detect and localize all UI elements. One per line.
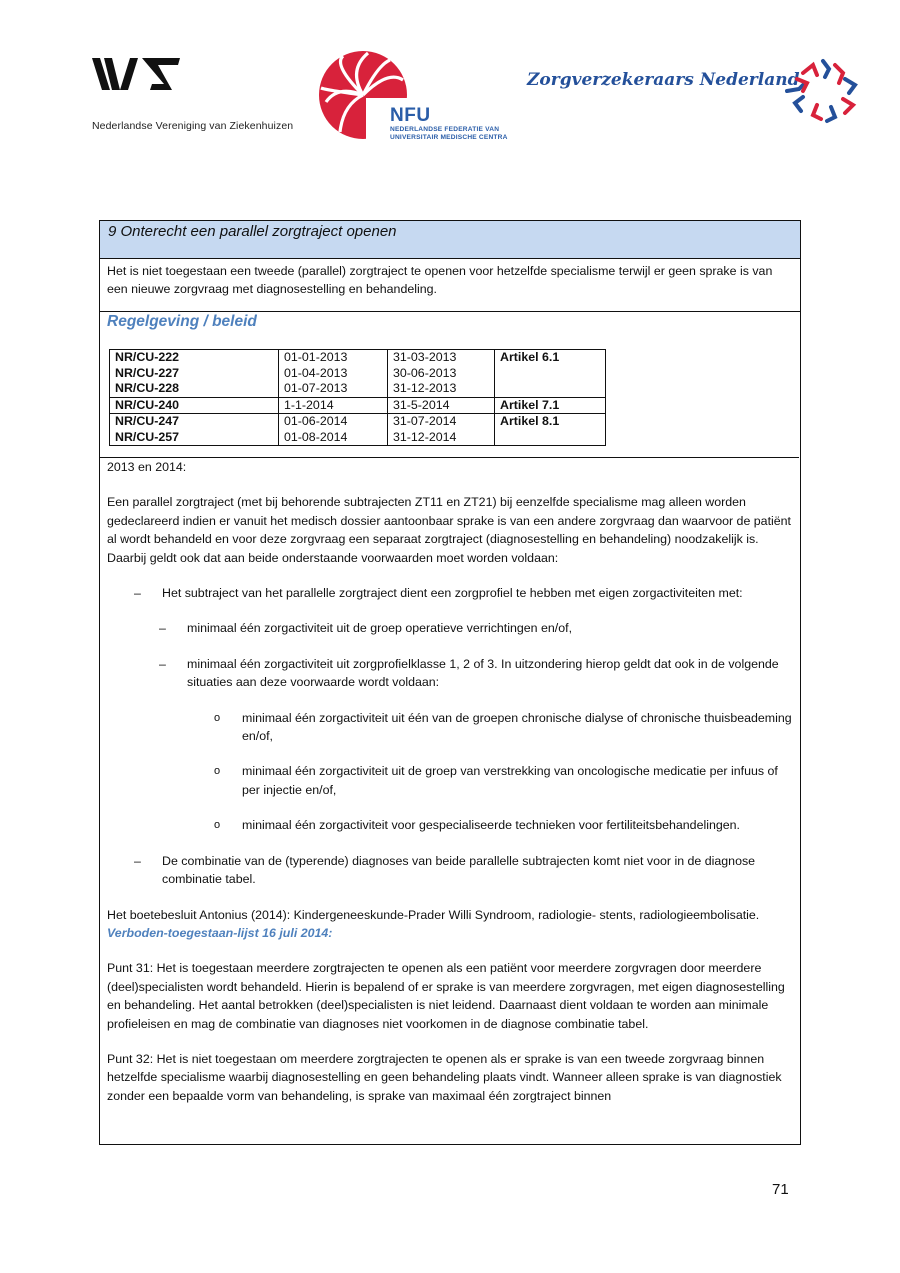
page-number: 71 <box>772 1181 789 1198</box>
table-cell-start <box>279 397 388 414</box>
start-date: 01-07-2013 <box>284 381 348 395</box>
end-date: 31-03-2013 <box>393 350 457 364</box>
list-item <box>107 852 792 889</box>
section-box <box>99 220 801 1145</box>
regulation-heading: Regelgeving / beleid <box>107 313 257 330</box>
list-item-text: minimaal één zorgactiviteit uit de groep operatieve verrichtingen en/of, <box>187 621 573 636</box>
nvz-logo-mark <box>92 58 182 90</box>
code: NR/CU-257 <box>115 429 180 444</box>
table-cell-end <box>388 414 495 446</box>
list-item-text: Het subtraject van het parallelle zorgtraject dient een zorgprofiel te hebben met eigen zorgactiviteiten met: <box>162 586 743 601</box>
table-cell-codes <box>110 350 279 398</box>
list-item <box>107 762 792 799</box>
table-row <box>110 350 606 398</box>
code: NR/CU-228 <box>115 381 180 395</box>
list-item-text: minimaal één zorgactiviteit uit de groep van verstrekking van oncologische medicatie per infuus of per injectie en/of, <box>242 764 778 797</box>
dash-bullet-icon: – <box>134 853 141 868</box>
table-cell-article: Artikel 7.1 <box>495 397 606 414</box>
paragraph-punt-32: Punt 32: Het is niet toegestaan om meerdere zorgtrajecten te openen als er sprake is van een tweede zorgvraag binnen hetzelfde specialisme waarbij diagnosestelling en geen behandeling plaats vindt. Wanneer alleen sprake is van diagnostiek zonder een bepaalde vorm van behandeling, is sprake van maximaal één zorgtraject binnen <box>107 1051 782 1103</box>
dash-bullet-icon: – <box>159 656 166 671</box>
table-cell-article: Artikel 6.1 <box>495 350 606 398</box>
zn-wordmark: Zorgverzekeraars Nederland <box>527 70 800 90</box>
list-item-text: minimaal één zorgactiviteit uit één van de groepen chronische dialyse of chronische thuisbeademing en/of, <box>242 710 792 744</box>
end-date: 31-12-2013 <box>393 381 457 395</box>
table-cell-article: Artikel 8.1 <box>495 414 606 446</box>
list-item <box>107 709 792 746</box>
section-title-row <box>100 221 800 259</box>
subheading-verboden-toegestaan: Verboden-toegestaan-lijst 16 juli 2014: <box>107 925 333 940</box>
start-date: 01-01-2013 <box>284 350 348 364</box>
start-date: 01-06-2014 <box>284 414 348 428</box>
list-item-text: De combinatie van de (typerende) diagnoses van beide parallelle subtrajecten komt niet voor in de diagnose combinatie tabel. <box>162 853 756 887</box>
list-item <box>107 584 792 602</box>
list-item-text: minimaal één zorgactiviteit uit zorgprofielklasse 1, 2 of 3. In uitzondering hierop geldt dat ook in de volgende situaties aan deze voorwaarde wordt voldaan: <box>187 656 779 690</box>
table-cell-start <box>279 350 388 398</box>
start-date: 01-04-2013 <box>284 365 348 380</box>
nfu-line-1: NEDERLANDSE FEDERATIE VAN <box>390 126 500 133</box>
list-item <box>107 816 792 834</box>
start-date: 01-08-2014 <box>284 429 348 444</box>
table-cell-codes <box>110 397 279 414</box>
code: NR/CU-222 <box>115 350 180 364</box>
nfu-abbreviation: NFU <box>390 105 431 126</box>
section-intro: Het is niet toegestaan een tweede (parallel) zorgtraject te openen voor hetzelfde specialisme terwijl er geen sprake is van een nieuwe zorgvraag met diagnosestelling en behandeling. <box>100 259 800 312</box>
years-label: 2013 en 2014: <box>107 460 187 474</box>
code: NR/CU-240 <box>115 397 180 412</box>
paragraph-boetebesluit: Het boetebesluit Antonius (2014): Kindergeneeskunde-Prader Willi Syndroom, radiologie- stents, radiologieembolisatie. <box>107 907 760 922</box>
list-item-text: minimaal één zorgactiviteit voor gespecialiseerde technieken voor fertiliteitsbehandelingen. <box>242 818 740 833</box>
section-title: 9 Onterecht een parallel zorgtraject openen <box>108 223 397 240</box>
nvz-caption: Nederlandse Vereniging van Ziekenhuizen <box>92 120 294 132</box>
table-cell-codes <box>110 414 279 446</box>
circle-bullet-icon: o <box>214 711 221 724</box>
nvz-logo <box>92 58 322 132</box>
end-date: 30-06-2013 <box>393 365 457 380</box>
start-date: 1-1-2014 <box>284 397 334 412</box>
list-item <box>107 655 792 692</box>
table-cell-end <box>388 350 495 398</box>
circle-bullet-icon: o <box>214 819 221 832</box>
dash-bullet-icon: – <box>159 621 166 636</box>
regulation-table <box>109 349 606 446</box>
table-cell-end <box>388 397 495 414</box>
paragraph-punt-31: Punt 31: Het is toegestaan meerdere zorgtrajecten te openen als een patiënt voor meerdere zorgvragen door meerdere (deel)specialisten wordt behandeld. Hierin is bepalend of er sprake is van meerdere zorgvragen, met eigen diagnosestelling en behandeling. Het aantal betrokken (deel)specialisten is niet leidend. Daarnaast dient voldaan te worden aan minimale profieleisen en mag de combinatie van diagnoses niet voorkomen in de diagnose combinatie tabel. <box>107 961 785 1031</box>
regulation-section <box>100 313 800 446</box>
table-row <box>110 414 606 446</box>
end-date: 31-12-2014 <box>393 429 457 444</box>
circle-bullet-icon: o <box>214 765 221 778</box>
table-row <box>110 397 606 414</box>
zn-figures-icon <box>783 55 865 125</box>
dash-bullet-icon: – <box>134 586 141 601</box>
list-item <box>107 619 792 637</box>
end-date: 31-5-2014 <box>393 397 450 412</box>
end-date: 31-07-2014 <box>393 414 457 428</box>
nfu-logo <box>318 50 528 140</box>
table-cell-start <box>279 414 388 446</box>
nfu-line-2: UNIVERSITAIR MEDISCHE CENTRA <box>390 134 508 141</box>
code: NR/CU-247 <box>115 414 180 428</box>
section-body <box>100 457 799 1105</box>
paragraph-conditions: Een parallel zorgtraject (met bij behorende subtrajecten ZT11 en ZT21) bij eenzelfde specialisme mag alleen worden gedeclareerd indien er vanuit het medisch dossier aantoonbaar sprake is van een andere zorgvraag dan waarvoor de patiënt al wordt behandeld en voor deze zorgvraag een separaat zorgtraject (diagnosestelling en behandeling) noodzakelijk is. Daarbij geldt ook dat aan beide onderstaande voorwaarden moet worden voldaan: <box>107 495 791 565</box>
code: NR/CU-227 <box>115 365 180 380</box>
